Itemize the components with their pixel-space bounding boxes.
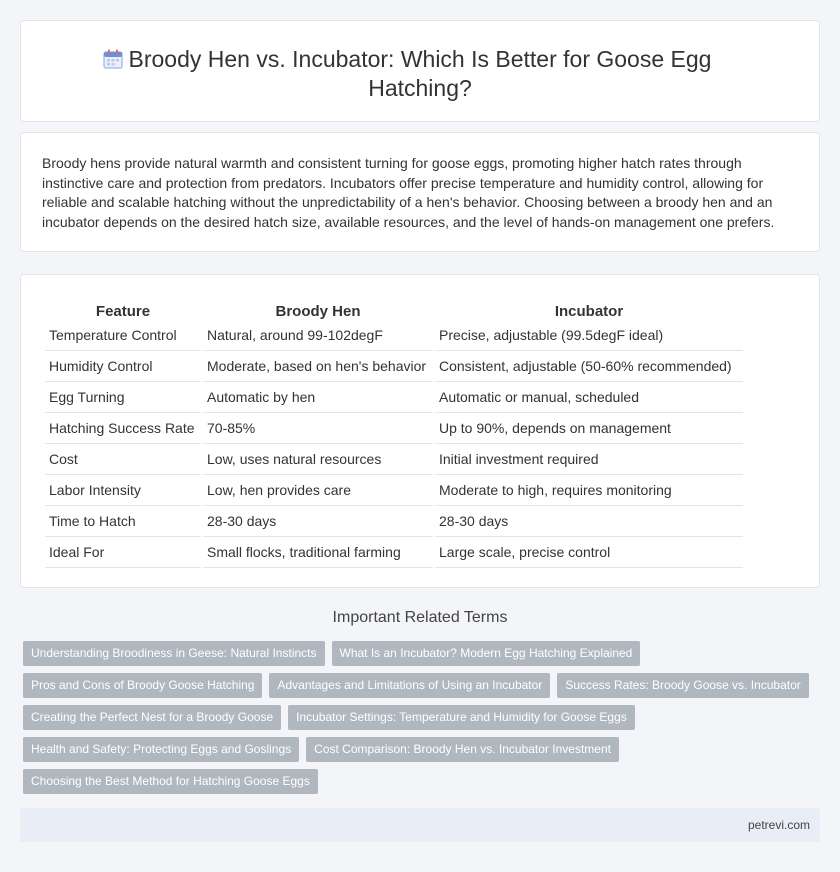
- page-title: Broody Hen vs. Incubator: Which Is Better for Goose Egg Hatching?: [128, 46, 712, 101]
- related-terms-row: [23, 705, 823, 737]
- intro-paragraph: Broody hens provide natural warmth and consistent turning for goose eggs, promoting higher hatch rates through instinctive care and protection from predators. Incubators offer precise temperature and humidity control, allowing for reliable and scalable hatching without the unpredictability of a hen's behavior. Choosing between a broody hen and an incubator depends on the desired hatch size, available resources, and the level of hands-on management one prefers.: [42, 155, 775, 230]
- table-row: [45, 444, 743, 475]
- broody-hen-cell: Moderate, based on hen's behavior: [203, 351, 433, 382]
- incubator-cell: Initial investment required: [435, 444, 743, 475]
- title-card: [20, 20, 820, 122]
- broody-hen-cell: Natural, around 99-102degF: [203, 320, 433, 351]
- incubator-cell: Moderate to high, requires monitoring: [435, 475, 743, 506]
- broody-hen-cell: Small flocks, traditional farming: [203, 537, 433, 568]
- related-term-tag[interactable]: Success Rates: Broody Goose vs. Incubator: [557, 673, 808, 698]
- related-terms-list: [23, 641, 823, 801]
- table-row: [45, 506, 743, 537]
- broody-hen-cell: 28-30 days: [203, 506, 433, 537]
- related-term-tag[interactable]: Advantages and Limitations of Using an Incubator: [269, 673, 550, 698]
- intro-card: [20, 132, 820, 252]
- feature-cell: Ideal For: [45, 537, 201, 568]
- related-term-tag[interactable]: Understanding Broodiness in Geese: Natural Instincts: [23, 641, 325, 666]
- incubator-cell: Precise, adjustable (99.5degF ideal): [435, 320, 743, 351]
- table-row: [45, 320, 743, 351]
- feature-cell: Humidity Control: [45, 351, 201, 382]
- incubator-cell: 28-30 days: [435, 506, 743, 537]
- broody-hen-cell: Low, uses natural resources: [203, 444, 433, 475]
- table-row: [45, 382, 743, 413]
- related-term-tag[interactable]: Pros and Cons of Broody Goose Hatching: [23, 673, 262, 698]
- comparison-card: [20, 274, 820, 588]
- table-row: [45, 351, 743, 382]
- feature-cell: Temperature Control: [45, 320, 201, 351]
- table-row: [45, 413, 743, 444]
- table-header-row: [45, 295, 743, 320]
- broody-hen-cell: 70-85%: [203, 413, 433, 444]
- footer: [20, 808, 820, 842]
- related-terms-row: [23, 673, 823, 705]
- incubator-cell: Consistent, adjustable (50-60% recommended): [435, 351, 743, 382]
- incubator-cell: Large scale, precise control: [435, 537, 743, 568]
- feature-cell: Time to Hatch: [45, 506, 201, 537]
- header-broody-hen: Broody Hen: [275, 303, 361, 320]
- related-terms-row: [23, 737, 823, 769]
- feature-cell: Cost: [45, 444, 201, 475]
- feature-cell: Egg Turning: [45, 382, 201, 413]
- table-row: [45, 537, 743, 568]
- related-term-tag[interactable]: Incubator Settings: Temperature and Humidity for Goose Eggs: [288, 705, 635, 730]
- related-terms-heading: Important Related Terms: [332, 609, 508, 626]
- related-terms-row: [23, 641, 823, 673]
- incubator-cell: Up to 90%, depends on management: [435, 413, 743, 444]
- related-term-tag[interactable]: Choosing the Best Method for Hatching Goose Eggs: [23, 769, 318, 794]
- header-incubator: Incubator: [554, 303, 624, 320]
- feature-cell: Hatching Success Rate: [45, 413, 201, 444]
- table-row: [45, 475, 743, 506]
- broody-hen-cell: Automatic by hen: [203, 382, 433, 413]
- broody-hen-cell: Low, hen provides care: [203, 475, 433, 506]
- related-term-tag[interactable]: Health and Safety: Protecting Eggs and Goslings: [23, 737, 299, 762]
- related-term-tag[interactable]: What Is an Incubator? Modern Egg Hatching Explained: [332, 641, 641, 666]
- header-feature: Feature: [95, 303, 151, 320]
- related-term-tag[interactable]: Cost Comparison: Broody Hen vs. Incubator Investment: [306, 737, 619, 762]
- feature-cell: Labor Intensity: [45, 475, 201, 506]
- incubator-cell: Automatic or manual, scheduled: [435, 382, 743, 413]
- related-term-tag[interactable]: Creating the Perfect Nest for a Broody Goose: [23, 705, 281, 730]
- related-terms-row: [23, 769, 823, 801]
- comparison-table: [43, 295, 745, 568]
- footer-site[interactable]: petrevi.com: [747, 818, 810, 832]
